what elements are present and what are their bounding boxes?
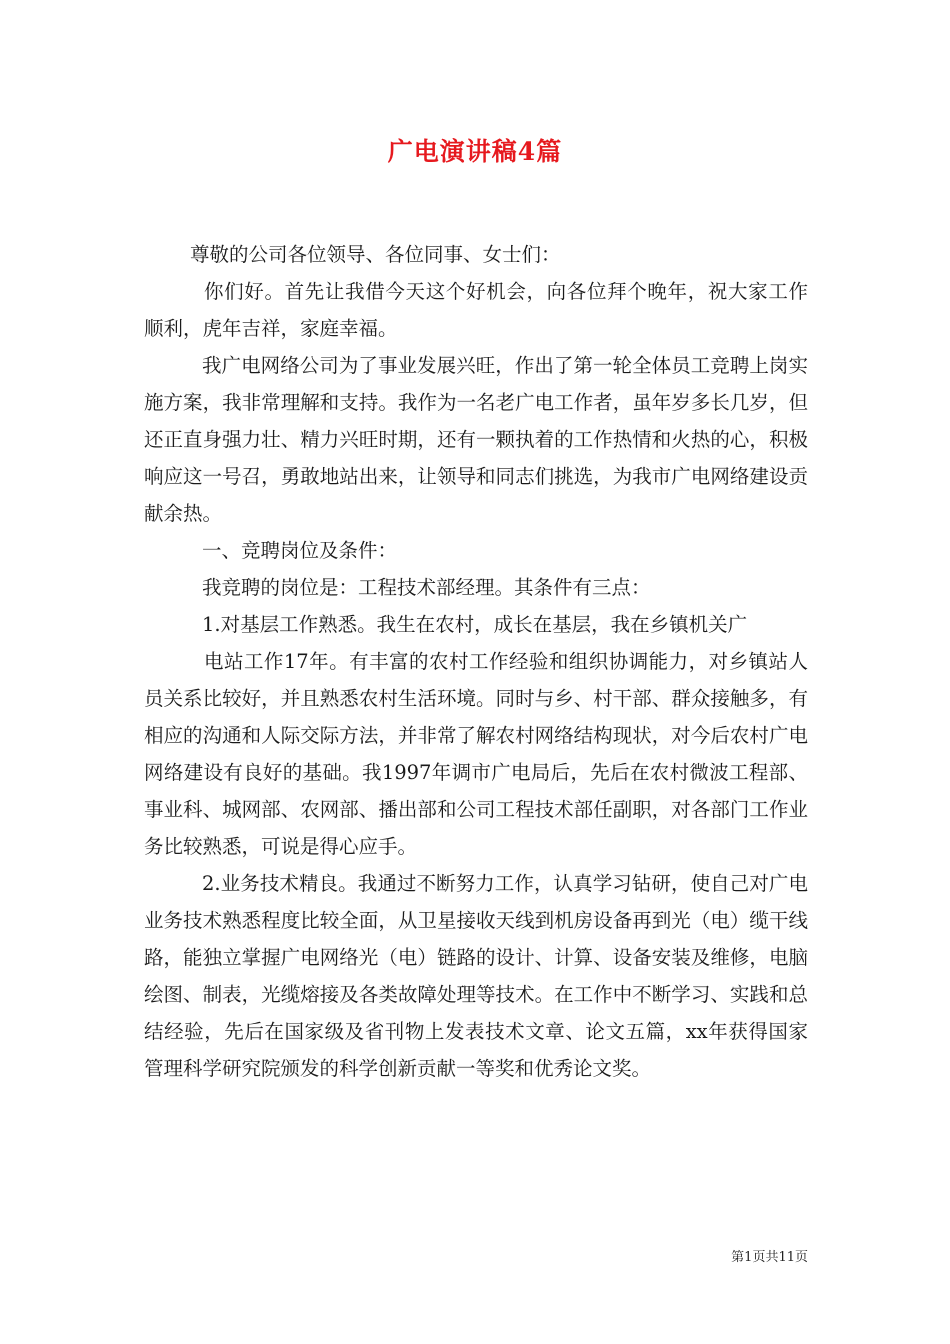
paragraph-greeting: 你们好。首先让我借今天这个好机会，向各位拜个晚年，祝大家工作顺利，虎年吉祥，家庭幸福。 [144, 280, 808, 340]
paragraph-point-1: 1.对基层工作熟悉。我生在农村，成长在基层，我在乡镇机关广 [202, 613, 748, 636]
page-number: 第1页共11页 [731, 1250, 808, 1265]
paragraph-point-1-cont: 电站工作17年。有丰富的农村工作经验和组织协调能力，对乡镇站人员关系比较好，并且熟悉农村生活环境。同时与乡、村干部、群众接触多，有相应的沟通和人际交际方法，并非常了解农村网络结构现状，对今后农村广电网络建设有良好的基础。我1997年调市广电局后，先后在农村微波工程部、事业科、城网部、农网部、播出部和公司工程技术部任副职，对各部门工作业务比较熟悉，可说是得心应手。 [144, 650, 808, 858]
paragraph-position: 我竞聘的岗位是：工程技术部经理。其条件有三点： [202, 576, 651, 599]
paragraph-salutation: 尊敬的公司各位领导、各位同事、女士们： [190, 243, 561, 266]
page-title: 广电演讲稿4篇 [387, 137, 563, 166]
section-heading: 一、竞聘岗位及条件： [202, 539, 398, 562]
document-body [144, 236, 808, 1087]
paragraph-point-2: 2.业务技术精良。我通过不断努力工作，认真学习钻研，使自己对广电业务技术熟悉程度比较全面，从卫星接收天线到机房设备再到光（电）缆干线路，能独立掌握广电网络光（电）链路的设计、计算、设备安装及维修，电脑绘图、制表，光缆熔接及各类故障处理等技术。在工作中不断学习、实践和总结经验，先后在国家级及省刊物上发表技术文章、论文五篇，xx年获得国家管理科学研究院颁发的科学创新贡献一等奖和优秀论文奖。 [144, 872, 808, 1080]
paragraph-intro: 我广电网络公司为了事业发展兴旺，作出了第一轮全体员工竞聘上岗实施方案，我非常理解和支持。我作为一名老广电工作者，虽年岁多长几岁，但还正直身强力壮、精力兴旺时期，还有一颗执着的工作热情和火热的心，积极响应这一号召，勇敢地站出来，让领导和同志们挑选，为我市广电网络建设贡献余热。 [144, 354, 808, 525]
